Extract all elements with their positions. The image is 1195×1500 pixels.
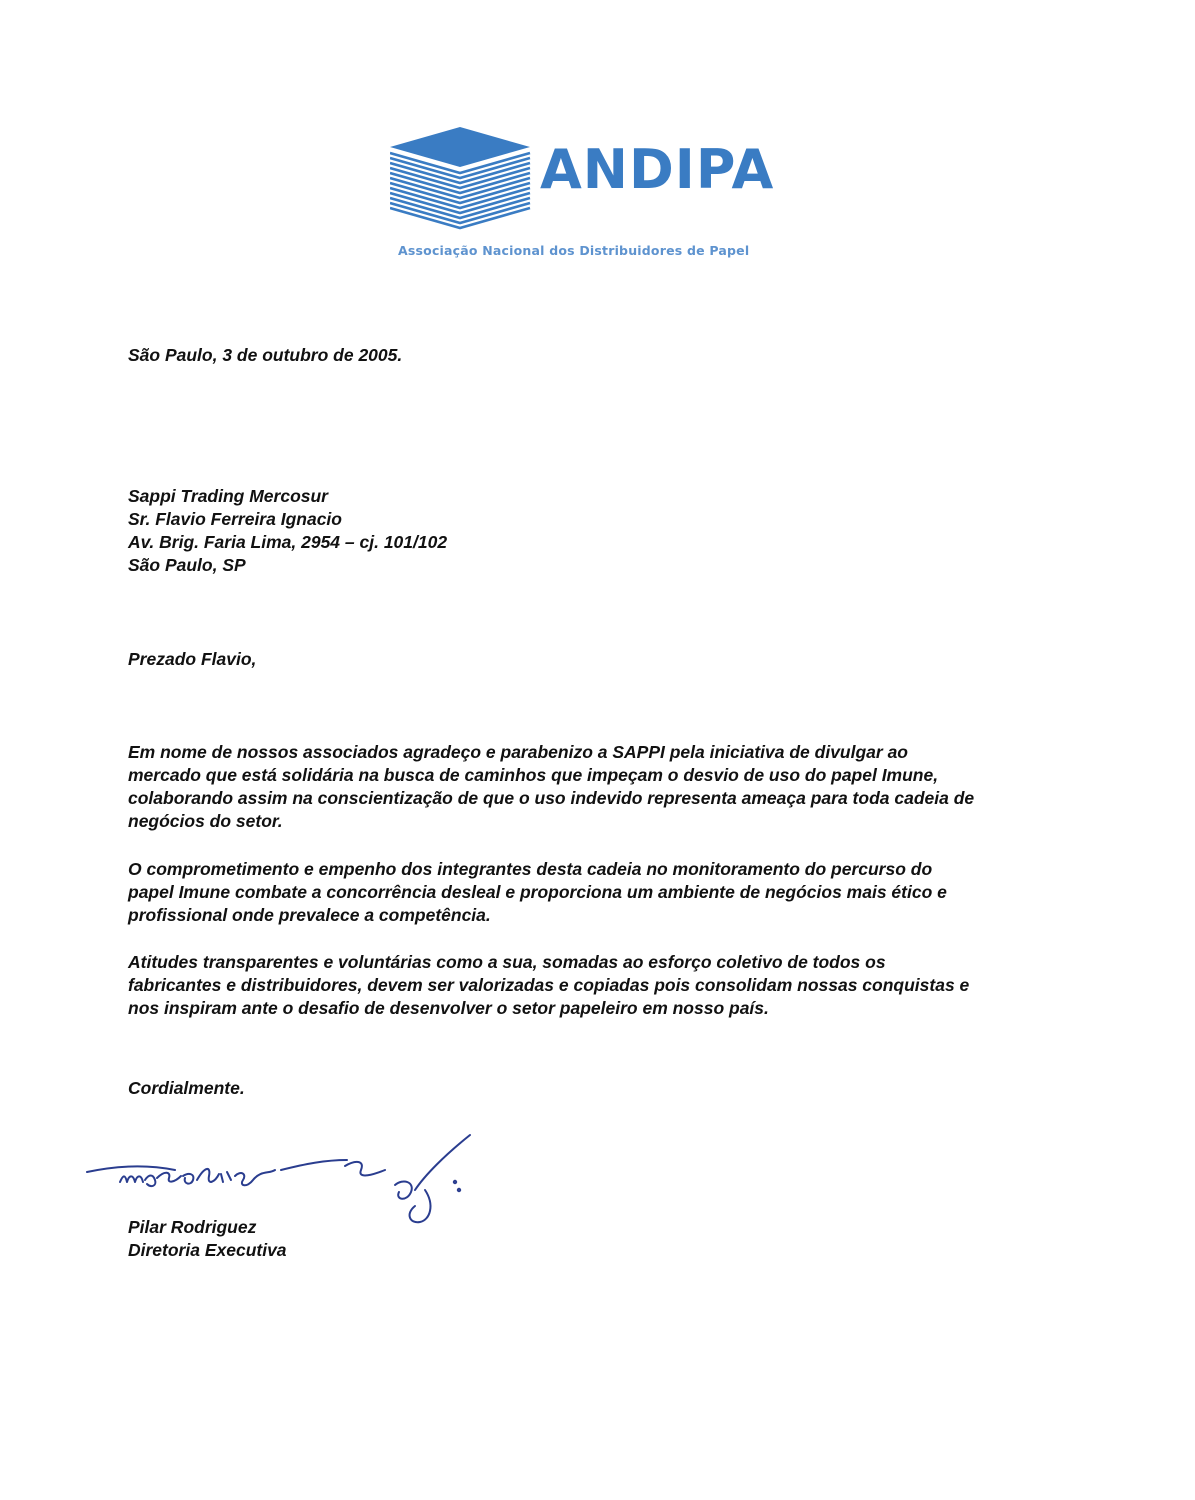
paragraph-line: profissional onde prevalece a competência.: [128, 905, 491, 925]
signatory-name: Pilar Rodriguez: [128, 1217, 257, 1237]
body-paragraph-1: [128, 741, 1118, 833]
recipient-name: Sr. Flavio Ferreira Ignacio: [128, 509, 342, 529]
paragraph-line: Em nome de nossos associados agradeço e parabenizo a SAPPI pela iniciativa de divulgar ao: [128, 742, 908, 762]
paragraph-line: fabricantes e distribuidores, devem ser valorizadas e copiadas pois consolidam nossas conquistas e: [128, 975, 970, 995]
body-paragraph-2: [128, 858, 1118, 927]
paragraph-line: colaborando assim na conscientização de que o uso indevido representa ameaça para toda cadeia de: [128, 788, 975, 808]
salutation: Prezado Flavio,: [128, 649, 257, 669]
paragraph-line: Atitudes transparentes e voluntárias como a sua, somadas ao esforço coletivo de todos os: [128, 952, 886, 972]
logo-wordmark: ANDIPA: [540, 138, 775, 201]
andipa-logo: [390, 125, 775, 265]
paragraph-line: nos inspiram ante o desafio de desenvolver o setor papeleiro em nosso país.: [128, 998, 769, 1018]
paper-stack-icon: [390, 125, 535, 240]
paragraph-line: negócios do setor.: [128, 811, 283, 831]
recipient-city: São Paulo, SP: [128, 555, 246, 575]
body-paragraph-3: [128, 951, 1118, 1020]
closing: Cordialmente.: [128, 1078, 245, 1098]
paragraph-line: mercado que está solidária na busca de caminhos que impeçam o desvio de uso do papel Imune,: [128, 765, 939, 785]
paragraph-line: papel Imune combate a concorrência desleal e proporciona um ambiente de negócios mais ético e: [128, 882, 947, 902]
logo-subtitle: Associação Nacional dos Distribuidores de Papel: [398, 243, 750, 258]
recipient-company: Sappi Trading Mercosur: [128, 486, 328, 506]
signatory-title: Diretoria Executiva: [128, 1240, 287, 1260]
date-line: São Paulo, 3 de outubro de 2005.: [128, 345, 403, 365]
paragraph-line: O comprometimento e empenho dos integrantes desta cadeia no monitoramento do percurso do: [128, 859, 933, 879]
recipient-address: Av. Brig. Faria Lima, 2954 – cj. 101/102: [128, 532, 448, 552]
